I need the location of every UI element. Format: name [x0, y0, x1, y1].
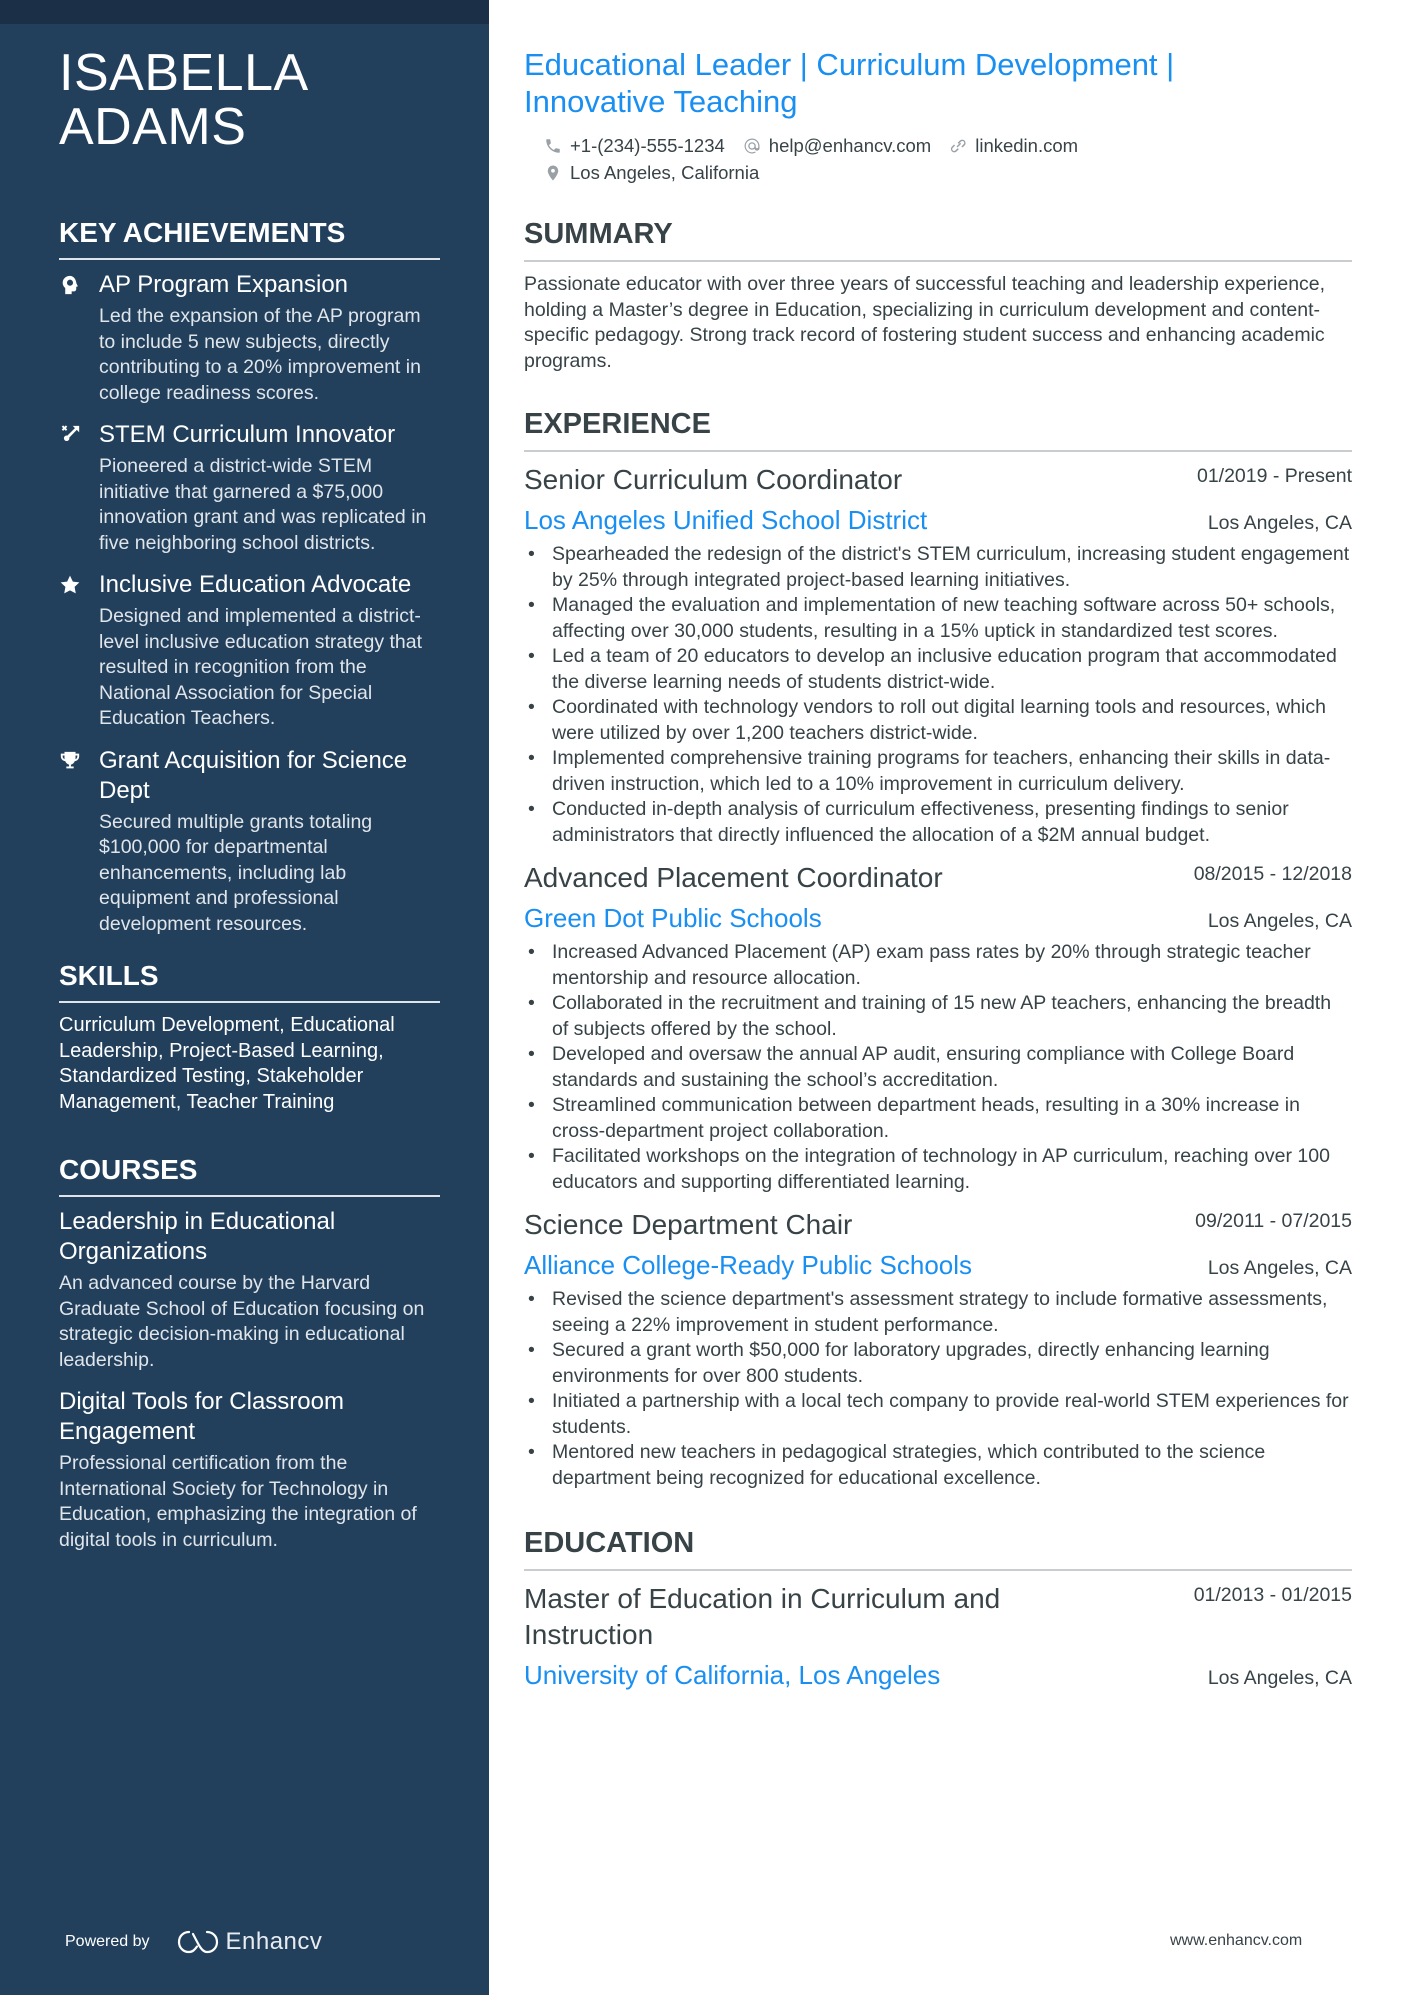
phone-text: +1-(234)-555-1234 [570, 135, 725, 156]
job-location: Los Angeles, CA [1207, 910, 1352, 932]
courses-heading: COURSES [59, 1153, 440, 1197]
experience-heading: EXPERIENCE [524, 406, 1352, 452]
job-bullet: • Developed and oversaw the annual AP audit, ensuring compliance with College Board standards and sustaining the school’s accreditation. [524, 1042, 1352, 1093]
job-location: Los Angeles, CA [1207, 1257, 1352, 1279]
star-icon [59, 570, 99, 732]
location-text: Los Angeles, California [570, 162, 760, 183]
achievement-item [59, 746, 440, 938]
courses-section [59, 1153, 440, 1553]
job-bullet: • Spearheaded the redesign of the district's STEM curriculum, increasing student engagement by 25% through integrated project-based learning initiatives. [524, 542, 1352, 593]
job-bullet: • Secured a grant worth $50,000 for laboratory upgrades, directly enhancing learning environments for over 800 students. [524, 1338, 1352, 1389]
achievement-desc: Led the expansion of the AP program to include 5 new subjects, directly contributing to a 20% improvement in college readiness scores. [99, 305, 421, 404]
skills-section [59, 959, 440, 1115]
job-bullet: • Coordinated with technology vendors to roll out digital learning tools and resources, which were utilized by over 1,200 teachers district-wide. [524, 695, 1352, 746]
location-pin-icon [544, 164, 562, 182]
education-section [524, 1525, 1352, 1693]
key-achievements-heading: KEY ACHIEVEMENTS [59, 216, 440, 260]
job-bullet: • Conducted in-depth analysis of curriculum effectiveness, presenting findings to senior administrators that directly influenced the allocation of a $2M annual budget. [524, 797, 1352, 848]
job-dates: 01/2019 - Present [1196, 465, 1352, 487]
link-icon [949, 137, 967, 155]
resume-header [524, 46, 1352, 186]
course-title: Digital Tools for Classroom Engagement [59, 1388, 344, 1445]
phone-icon [544, 137, 562, 155]
linkedin-text: linkedin.com [975, 135, 1079, 156]
head-brain-icon [59, 270, 99, 406]
summary-section [524, 216, 1352, 374]
name-last: ADAMS [59, 98, 247, 156]
contact-info [524, 132, 1352, 186]
enhancv-logo-icon [176, 1928, 220, 1956]
job-location: Los Angeles, CA [1207, 512, 1352, 534]
skills-heading: SKILLS [59, 959, 440, 1003]
job-bullet: • Facilitated workshops on the integration of technology in AP curriculum, reaching over 100 educators and supporting differentiated learning. [524, 1144, 1352, 1195]
achievement-title: STEM Curriculum Innovator [99, 421, 396, 448]
job-dates: 09/2011 - 07/2015 [1195, 1210, 1352, 1232]
achievement-item [59, 570, 440, 732]
job-bullet: • Increased Advanced Placement (AP) exam pass rates by 20% through strategic teacher mentorship and resource allocation. [524, 940, 1352, 991]
company-name: Alliance College-Ready Public Schools [524, 1250, 973, 1280]
achievement-item [59, 420, 440, 556]
achievement-desc: Designed and implemented a district-level inclusive education strategy that resulted in recognition from the National Association for Special Education Teachers. [99, 605, 423, 729]
email-text: help@enhancv.com [768, 135, 932, 156]
at-icon [743, 137, 761, 155]
trophy-icon [59, 746, 99, 938]
job-bullet: • Managed the evaluation and implementation of new teaching software across 50+ schools, affecting over 30,000 students, resulting in a 15% uptick in standardized test scores. [524, 593, 1352, 644]
job-title: Science Department Chair [524, 1209, 853, 1240]
degree-title: Master of Education in Curriculum and Instruction [524, 1583, 1001, 1650]
job-bullets [524, 1287, 1352, 1491]
main-content [524, 46, 1352, 1693]
job-bullet: • Led a team of 20 educators to develop an inclusive education program that accommodated the diverse learning needs of students district-wide. [524, 644, 1352, 695]
contact-phone[interactable] [544, 132, 725, 159]
achievement-title: Inclusive Education Advocate [99, 571, 412, 598]
school-name: University of California, Los Angeles [524, 1660, 941, 1690]
sidebar-content [59, 46, 440, 1553]
job-title: Advanced Placement Coordinator [524, 862, 943, 893]
contact-email[interactable] [743, 132, 931, 159]
summary-heading: SUMMARY [524, 216, 1352, 262]
achievements-list [59, 270, 440, 937]
powered-by-label: Powered by [65, 1933, 150, 1950]
course-desc: Professional certification from the International Society for Technology in Education, emphasizing the integration of digital tools in curriculum. [59, 1452, 417, 1551]
education-location: Los Angeles, CA [1207, 1667, 1352, 1689]
footer-url[interactable]: www.enhancv.com [1170, 1932, 1303, 1949]
job-bullet: • Initiated a partnership with a local tech company to provide real-world STEM experiences for students. [524, 1389, 1352, 1440]
job-entry [524, 860, 1352, 1195]
powered-by[interactable] [65, 1928, 322, 1956]
enhancv-logo[interactable] [176, 1928, 323, 1956]
job-bullet: • Revised the science department's assessment strategy to include formative assessments, seeing a 22% improvement in student performance. [524, 1287, 1352, 1338]
enhancv-brand-text: Enhancv [225, 1928, 323, 1955]
job-bullet: • Streamlined communication between department heads, resulting in a 30% increase in cross-department project collaboration. [524, 1093, 1352, 1144]
contact-linkedin[interactable] [949, 132, 1078, 159]
job-bullet: • Implemented comprehensive training programs for teachers, enhancing their skills in data-driven instruction, which led to a 10% improvement in curriculum delivery. [524, 746, 1352, 797]
course-title: Leadership in Educational Organizations [59, 1208, 336, 1265]
company-name: Green Dot Public Schools [524, 903, 822, 933]
job-entry [524, 1207, 1352, 1491]
name-first: ISABELLA [59, 44, 309, 102]
headline: Educational Leader | Curriculum Development | Innovative Teaching [524, 47, 1175, 119]
achievement-desc: Pioneered a district-wide STEM initiative that garnered a $75,000 innovation grant and was replicated in five neighboring school districts. [99, 455, 427, 554]
job-bullets [524, 940, 1352, 1195]
course-item [59, 1387, 440, 1553]
job-bullets [524, 542, 1352, 848]
education-heading: EDUCATION [524, 1525, 1352, 1571]
experience-section [524, 406, 1352, 1491]
education-dates: 01/2013 - 01/2015 [1193, 1584, 1352, 1606]
achievement-title: Grant Acquisition for Science Dept [99, 746, 408, 804]
contact-location [544, 159, 759, 186]
course-desc: An advanced course by the Harvard Graduate School of Education focusing on strategic decision-making in educational leadership. [59, 1272, 425, 1371]
job-bullet: • Mentored new teachers in pedagogical strategies, which contributed to the science department being recognized for educational excellence. [524, 1440, 1352, 1491]
candidate-name [59, 46, 440, 154]
achievement-item [59, 270, 440, 406]
achievement-title: AP Program Expansion [99, 271, 349, 298]
job-dates: 08/2015 - 12/2018 [1193, 863, 1352, 885]
sidebar-top-band [0, 0, 489, 24]
sidebar [0, 0, 489, 1995]
summary-text: Passionate educator with over three years of successful teaching and leadership experience, holding a Master’s degree in Education, specializing in curriculum development and content-specific pedagogy. Strong track record of fostering student success and enhancing academic programs. [524, 273, 1326, 372]
path-arrow-icon [59, 420, 99, 556]
skills-list: Curriculum Development, Educational Leadership, Project-Based Learning, Standardized Testing, Stakeholder Management, Teacher Training [59, 1014, 395, 1113]
key-achievements-section [59, 216, 440, 937]
job-bullet: • Collaborated in the recruitment and training of 15 new AP teachers, enhancing the breadth of subjects offered by the school. [524, 991, 1352, 1042]
achievement-desc: Secured multiple grants totaling $100,000 for departmental enhancements, including lab equipment and professional development resources. [99, 810, 373, 935]
company-name: Los Angeles Unified School District [524, 505, 928, 535]
job-title: Senior Curriculum Coordinator [524, 464, 903, 495]
course-item [59, 1207, 440, 1373]
job-entry [524, 462, 1352, 848]
